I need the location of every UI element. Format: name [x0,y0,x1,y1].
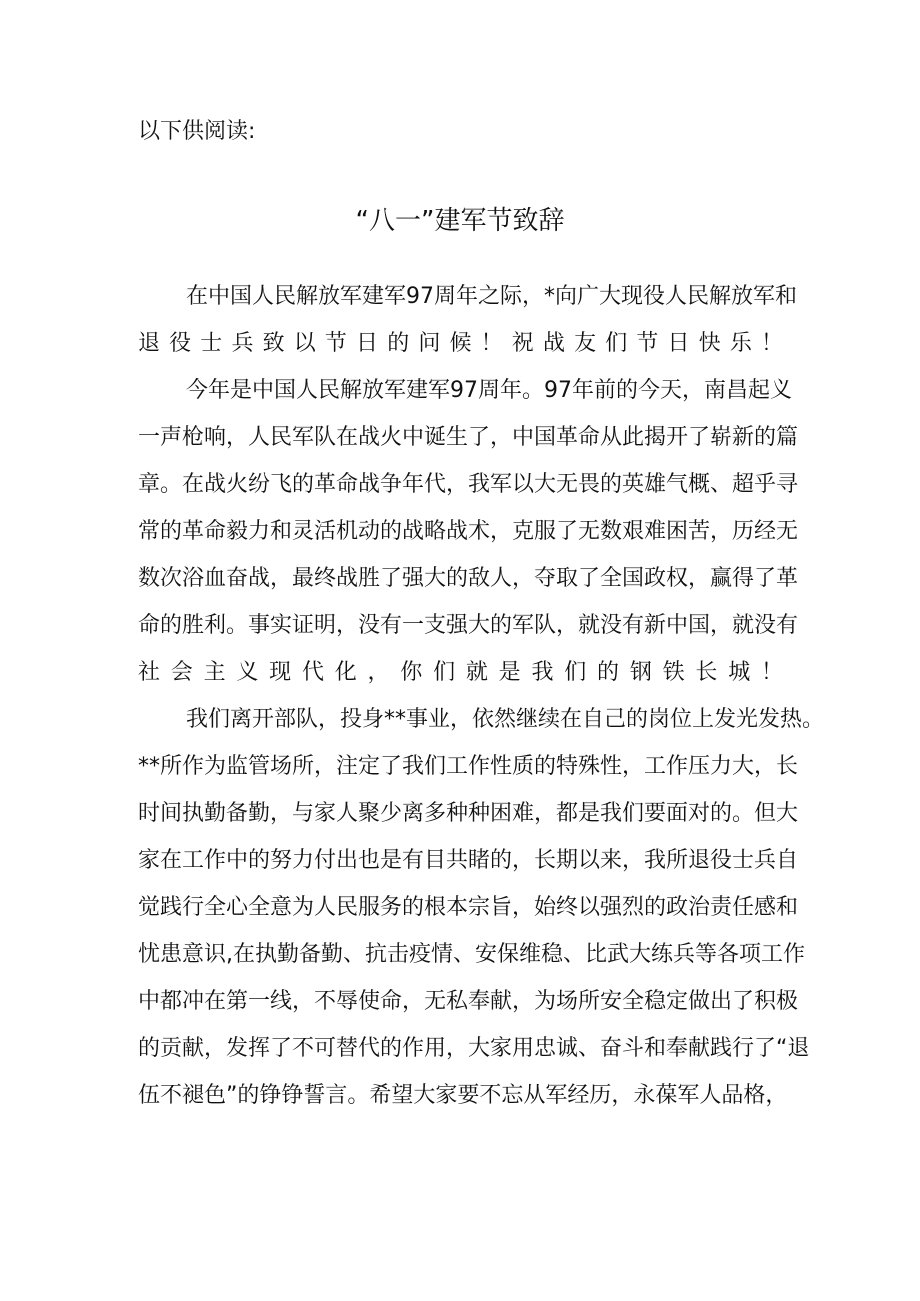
paragraph-3-line-2: **所作为监管场所，注定了我们工作性质的特殊性，工作压力大，长 [138,754,799,779]
paragraph-2-line-2: 一声枪响，人民军队在战火中诞生了，中国革命从此揭开了崭新的篇 [138,425,799,450]
document-title: “八一”建军节致辞 [355,206,565,236]
paragraph-3-line-4: 家在工作中的努力付出也是有目共睹的，长期以来，我所退役士兵自 [138,848,799,873]
paragraph-3-line-7: 中都冲在第一线，不辱使命，无私奉献，为场所安全稳定做出了积极 [138,989,799,1014]
paragraph-1-line-1: 在中国人民解放军建军97周年之际，*向广大现役人民解放军和 [186,284,797,309]
intro-text: 以下供阅读: [138,119,256,144]
paragraph-2-line-3: 章。在战火纷飞的革命战争年代，我军以大无畏的英雄气概、超乎寻 [138,472,799,497]
paragraph-2-line-1: 今年是中国人民解放军建军97周年。97年前的今天，南昌起义 [186,378,792,403]
paragraph-2-line-6: 命的胜利。事实证明，没有一支强大的军队，就没有新中国，就没有 [138,613,799,638]
paragraph-3-line-1: 我们离开部队，投身**事业，依然继续在自己的岗位上发光发热。 [186,707,825,732]
paragraph-2-line-4: 常的革命毅力和灵活机动的战略战术，克服了无数艰难困苦，历经无 [138,519,799,544]
paragraph-3-line-6: 忧患意识,在执勤备勤、抗击疫情、安保维稳、比武大练兵等各项工作 [138,942,805,967]
paragraph-3-line-8: 的贡献，发挥了不可替代的作用，大家用忠诚、奋斗和奉献践行了“退 [138,1036,810,1061]
paragraph-1-line-2: 退役士兵致以节日的问候！祝战友们节日快乐！ [138,331,783,356]
paragraph-3-line-9: 伍不褪色”的铮铮誓言。希望大家要不忘从军经历，永葆军人品格， [138,1083,788,1108]
paragraph-2-line-5: 数次浴血奋战，最终战胜了强大的敌人，夺取了全国政权，赢得了革 [138,566,799,591]
paragraph-3-line-5: 觉践行全心全意为人民服务的根本宗旨，始终以强烈的政治责任感和 [138,895,799,920]
paragraph-3-line-3: 时间执勤备勤，与家人聚少离多种种困难，都是我们要面对的。但大 [138,801,799,826]
paragraph-2-line-7: 社会主义现代化，你们就是我们的钢铁长城！ [138,660,783,685]
